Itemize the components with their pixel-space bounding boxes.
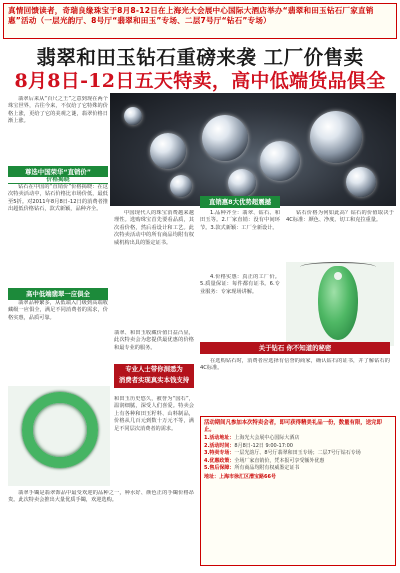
pendant-hole <box>334 272 342 280</box>
article-col2 <box>114 210 194 320</box>
article-advantages-2 <box>200 274 280 337</box>
jade-bangle <box>22 392 98 468</box>
diamond-gem <box>260 141 300 181</box>
diamond-gem <box>124 107 142 125</box>
section-bar-diamond-secret: 关于钻石 你不知道的秘密 <box>200 342 390 354</box>
article-bangle-text: 翡翠手镯是翡翠饰品中最受欢迎的品种之一，种水好、颜色正的手镯价格昂贵。此次特卖会推出大量优质手镯，欢迎选购。 <box>8 490 194 504</box>
diamonds-photo <box>110 93 396 206</box>
promo-item-text: 8月8日-12日 9:00-17:00 <box>234 442 293 449</box>
promo-item-head: 1.活动地址： <box>204 435 235 441</box>
promo-item-head: 3.特卖专场： <box>204 450 235 457</box>
section-bar-diamond-price: 尊选中国荣华“直销价” <box>8 166 108 178</box>
article-intro <box>8 96 108 163</box>
promo-item-text: 上海光大会展中心国际大酒店 <box>234 435 300 441</box>
article-advantages-1 <box>200 210 280 256</box>
promo-item-head: 5.售后保障： <box>204 465 235 472</box>
article-col2-text: 中国现代人的珠宝消费越来越理性。选购珠宝首先要看品质，其次看价格，然后看设计和工艺。此次特卖活动中的所有商品均附有权威机构出具的鉴定证书。 <box>114 210 194 246</box>
top-announcement-bar <box>3 3 397 39</box>
promo-item <box>204 465 392 472</box>
article-intro-text: 翡翠后来从“百尺之王”之意到现在两个珠宝世界，古往今来，不仅给了它特殊的价格上涨，更给了它的美观之谜，翡翠价格日渐上涨。 <box>8 96 108 125</box>
article-diamond-price <box>8 184 108 284</box>
promo-item-head: 4.优惠政策： <box>204 457 235 464</box>
promo-list <box>204 435 392 472</box>
promo-box <box>200 416 396 566</box>
section-bar-expert: 专业人士带你洞悉为 消费者实现真实本钱支持 <box>114 364 194 388</box>
promo-address: 地址：上海市徐汇区漕宝路66号 <box>204 473 276 480</box>
sub-headline: 8月8日-12日五天特卖，高中低端货品俱全 <box>14 70 386 92</box>
article-diamond-4c-text: 钻石价格为何如此高？钻石的价值取决于4C标准：颜色、净度、切工和克拉重量。 <box>286 210 394 224</box>
promo-item <box>204 443 392 450</box>
section-bar-jade-range: 高中低端翡翠一应俱全 <box>8 288 108 300</box>
main-headline: 翡翠和田玉钻石重磅来袭 工厂价售卖 <box>36 46 364 69</box>
article-diamond-secret-text: 在选购钻石时，消费者应选择有信誉的商家，确认钻石的证书，并了解钻石的4C标准。 <box>200 358 390 372</box>
section-bar-advantages: 直销惠8大优势超震撼 <box>200 196 280 208</box>
article-diamond-secret <box>200 358 390 414</box>
article-col2-bottom <box>114 330 194 362</box>
article-jade-range-text: 翡翠品种繁多，从低端入门级到高端收藏级一应俱全，满足不同消费者的需求，价格实惠，品质可靠。 <box>8 300 108 321</box>
diamond-gem <box>346 167 376 197</box>
article-hetian-text: 和田玉历史悠久，被誉为“国石”，温润细腻，深受人们喜爱。特卖会上有各种和田玉籽料、山料制品，价格从几百元到数十万元不等，满足不同层次消费者的需求。 <box>114 396 194 432</box>
article-jade-range <box>8 300 108 386</box>
promo-item <box>204 458 392 465</box>
section-sub-price-reveal: 价格揭晓 <box>8 176 108 184</box>
diamond-gem <box>310 111 362 163</box>
promo-item <box>204 450 392 457</box>
article-bangle <box>8 490 194 566</box>
diamond-gem <box>228 169 256 197</box>
article-advantages-1-text: 1.品种齐全：翡翠、钻石、和田玉等。2.厂家直销：没有中间环节。3.款式新颖：工厂全新设计。 <box>200 210 280 231</box>
article-col2-bottom-text: 翡翠、和田玉收藏价值日益凸显，此次特卖会为您提供最优惠的价格和最专业的服务。 <box>114 330 194 351</box>
promo-item-text: 所有商品均附有权威鉴定证书 <box>234 465 300 472</box>
promo-title: 活动期间凡参加本次特卖会者，即可获得精美礼品一份，数量有限，送完即止。 <box>204 420 382 433</box>
top-announcement-text: 真情回馈读者，奇瑞良缘珠宝于8月8-12日在上海光大会展中心国际大酒店举办“翡翠和田玉钻石厂家直销惠”活动（一层光韵厅、8号厅“翡翠和田玉”专场、二层7号厅“钻石”专场） <box>8 6 374 25</box>
promo-item <box>204 435 392 442</box>
article-advantages-2-text: 4.价格实惠：真正的工厂价。5.质量保证：每件都有证书。6.专业服务：专家现场讲解。 <box>200 274 280 295</box>
article-diamond-4c <box>286 210 394 258</box>
promo-item-text: 一层光韵厅、8号厅翡翠和田玉专场；二层7号厅钻石专场 <box>234 450 361 457</box>
promo-item-head: 2.活动时间： <box>204 442 235 449</box>
article-diamond-price-text: 钻石在中国的“直销价”价格揭晓：在这次特卖活动中，钻石价格比市场价低，最低至5折。对2011年8月8日-12日的消费者推出超低价格钻石，款式新颖，品种齐全。 <box>8 184 108 213</box>
diamond-gem <box>202 115 248 161</box>
diamond-gem <box>170 175 192 197</box>
diamond-gem <box>150 133 186 169</box>
promo-item-text: 全场厂家直销价，凭本报可享受额外优惠 <box>234 457 325 464</box>
